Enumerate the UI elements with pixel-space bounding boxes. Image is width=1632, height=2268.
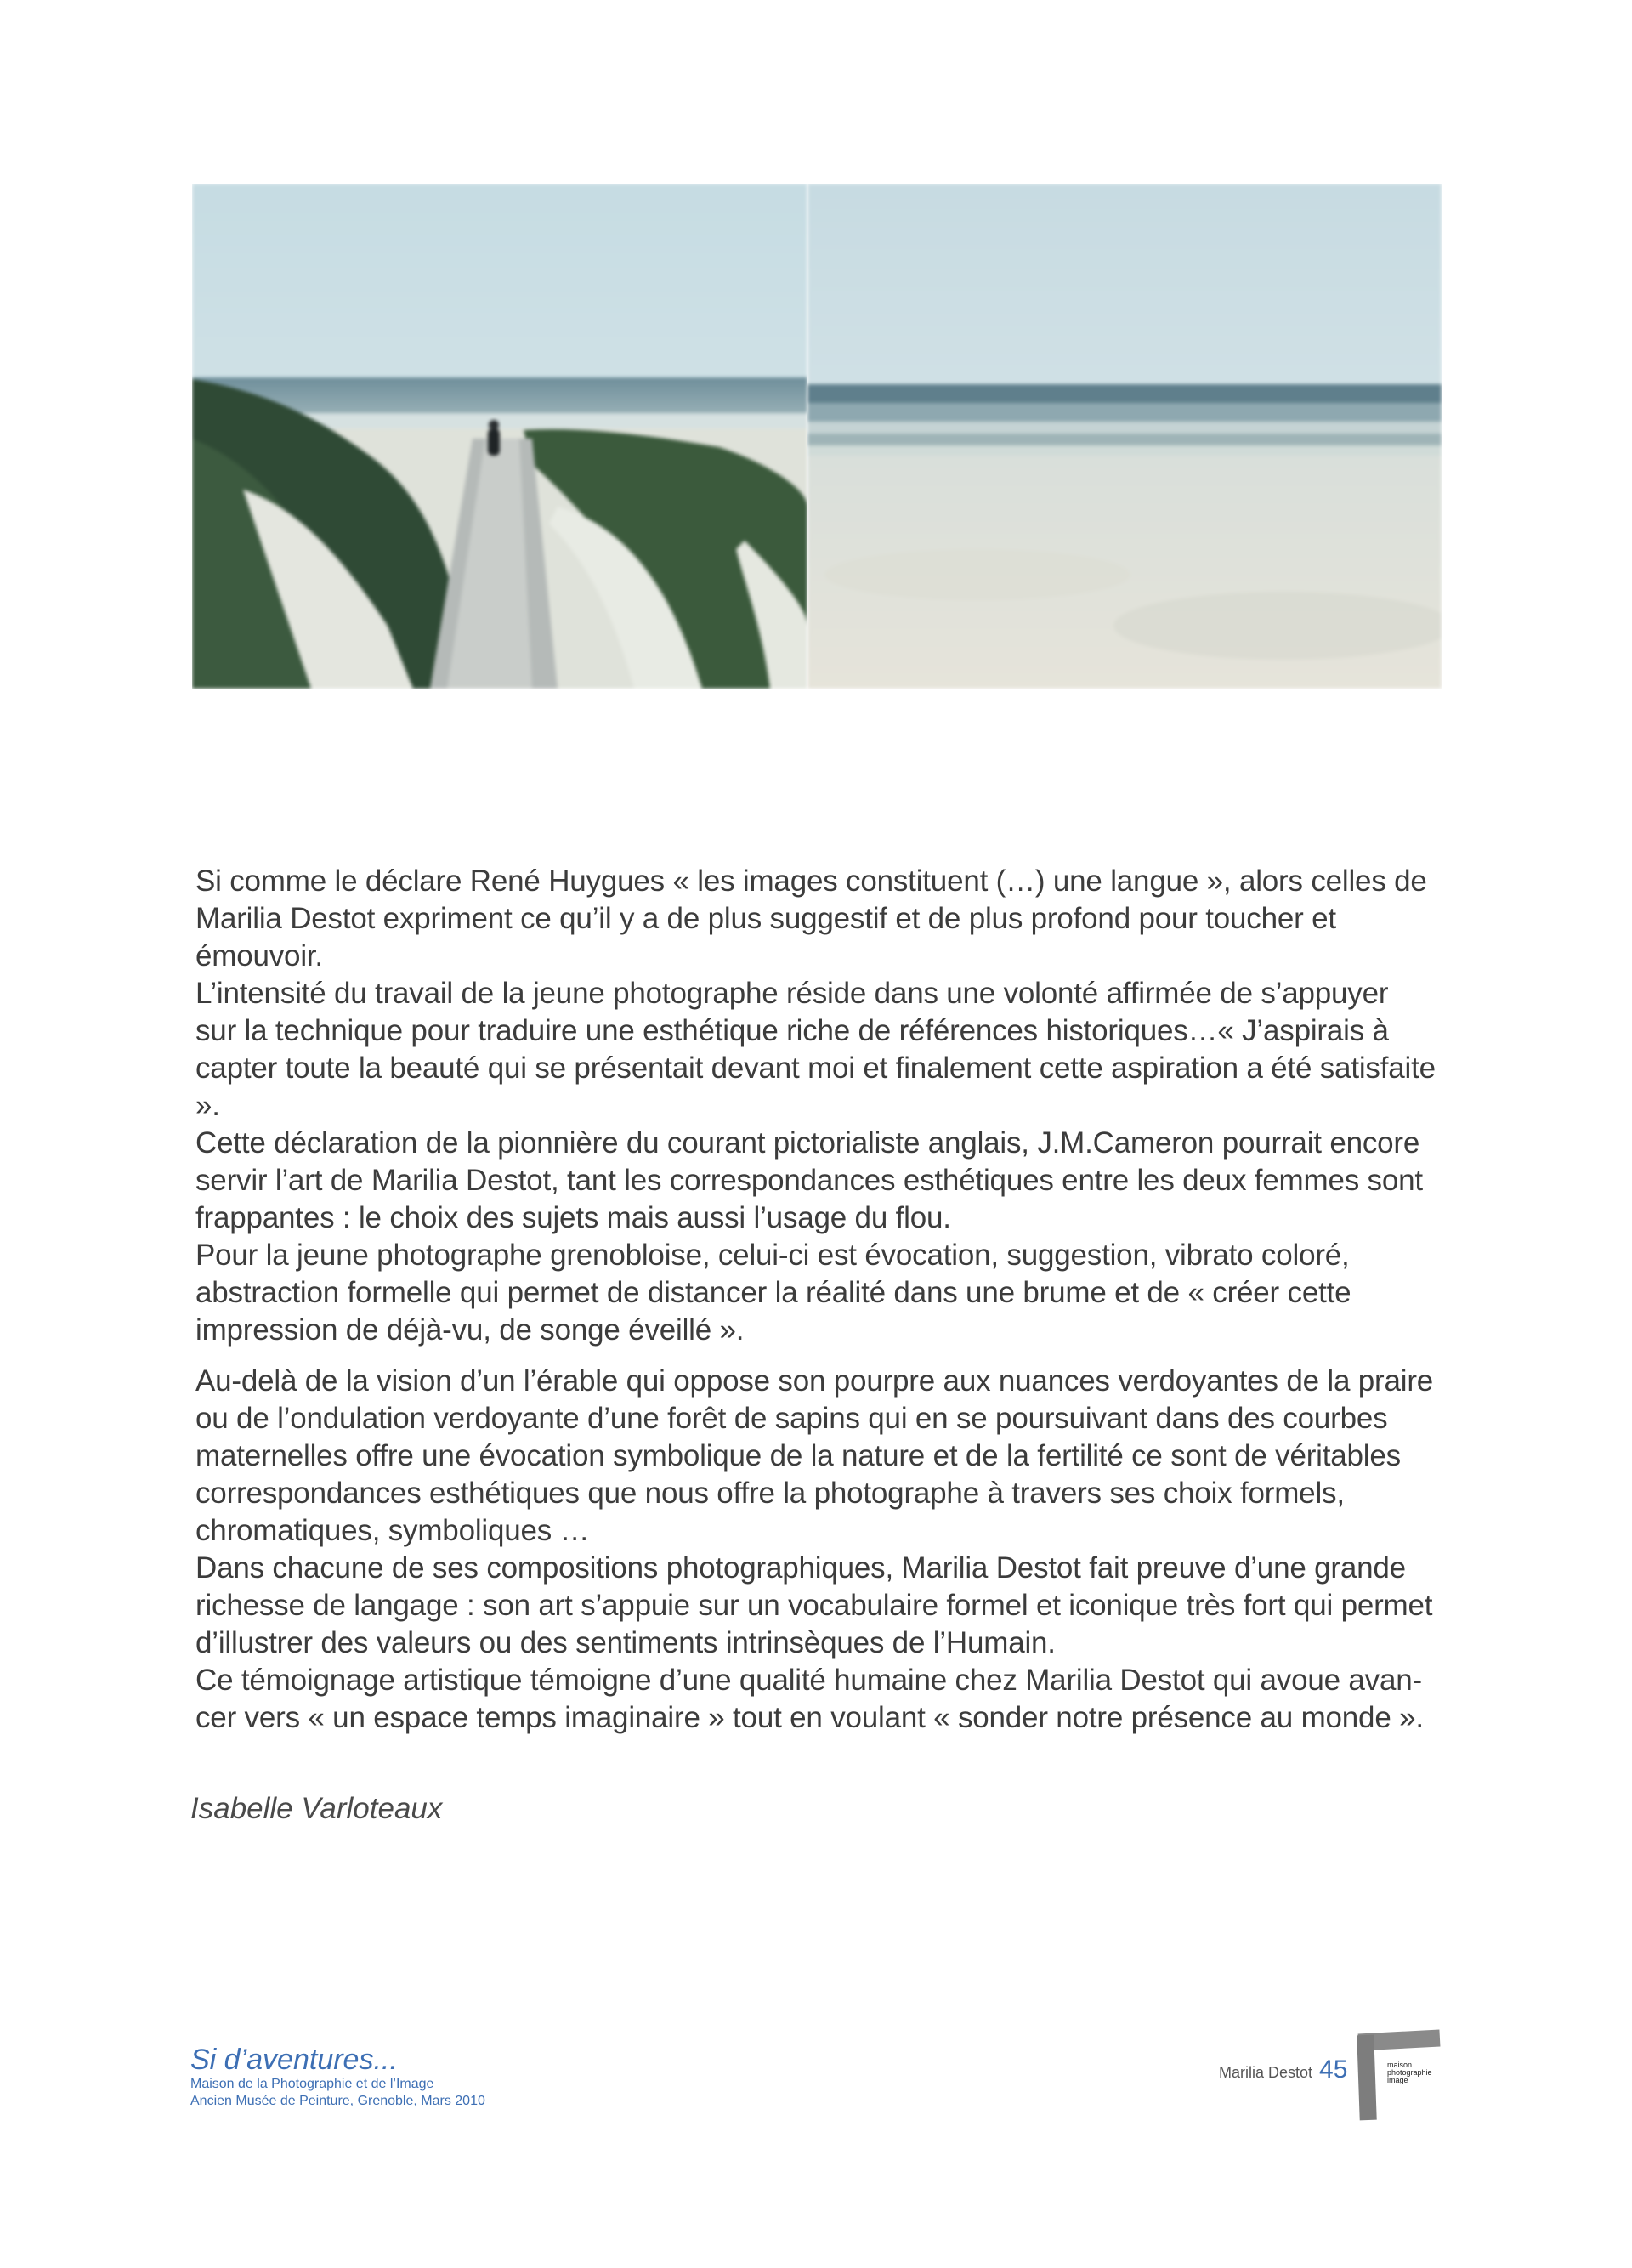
exhibition-title: Si d’aventures... xyxy=(190,2044,398,2076)
text-line: cer vers « un espace temps imaginaire » tout en voulant « sonder notre présence au monde ». xyxy=(196,1701,1424,1734)
logo-line: maison xyxy=(1387,2061,1413,2069)
text-line: Ce témoignage artistique témoigne d’une qualité humaine chez Marilia Destot qui avoue avan- xyxy=(196,1664,1422,1697)
text-line: abstraction formelle qui permet de distancer la réalité dans une brume et de « créer cette xyxy=(196,1276,1352,1309)
text-line: frappantes : le choix des sujets mais aussi l’usage du flou. xyxy=(196,1201,951,1234)
text-line: ou de l’ondulation verdoyante d’une forêt de sapins qui en se poursuivant dans des courbes xyxy=(196,1402,1388,1435)
logo-text xyxy=(1387,2061,1432,2084)
footer-exhibition-info xyxy=(190,2044,485,2110)
text-line: correspondances esthétiques que nous offre la photographe à travers ses choix formels, xyxy=(196,1477,1345,1510)
text-line: capter toute la beauté qui se présentait devant moi et finalement cette aspiration a été satisfaite ». xyxy=(196,1052,1436,1122)
photo-beach-path xyxy=(192,184,808,689)
text-line: L’intensité du travail de la jeune photographe réside dans une volonté affirmée de s’appuyer xyxy=(196,977,1389,1010)
text-line: Dans chacune de ses compositions photographiques, Marilia Destot fait preuve d’une grande xyxy=(196,1551,1406,1585)
paragraph-2 xyxy=(196,975,1454,1349)
paragraph-3 xyxy=(196,1363,1454,1737)
page-number: 45 xyxy=(1319,2055,1348,2084)
text-line: d’illustrer des valeurs ou des sentiments intrinsèques de l’Humain. xyxy=(196,1626,1056,1659)
text-line: maternelles offre une évocation symbolique de la nature et de la fertilité ce sont de véritables xyxy=(196,1439,1401,1472)
venue-date-line: Ancien Musée de Peinture, Grenoble, Mars 2010 xyxy=(190,2094,485,2108)
text-line: chromatiques, symboliques … xyxy=(196,1514,590,1547)
text-line: Au-delà de la vision d’un l’érable qui oppose son pourpre aux nuances verdoyantes de la praire xyxy=(196,1364,1434,1398)
text-line: servir l’art de Marilia Destot, tant les correspondances esthétiques entre les deux femmes sont xyxy=(196,1164,1423,1197)
text-line: impression de déjà-vu, de songe éveillé ». xyxy=(196,1313,745,1347)
author-signature: Isabelle Varloteaux xyxy=(190,1792,443,1825)
text-line: Si comme le déclare René Huygues « les images constituent (…) une langue », alors celles de xyxy=(196,865,1427,898)
photo-sea-beach xyxy=(808,184,1442,689)
logo-line: image xyxy=(1387,2076,1408,2084)
text-line: Marilia Destot expriment ce qu’il y a de plus suggestif et de plus profond pour toucher et émouvoir. xyxy=(196,902,1336,972)
text-line: sur la technique pour traduire une esthétique riche de références historiques…« J’aspirais à xyxy=(196,1014,1389,1047)
artist-name: Marilia Destot xyxy=(1219,2064,1313,2081)
text-line: Pour la jeune photographe grenobloise, celui-ci est évocation, suggestion, vibrato coloré, xyxy=(196,1239,1350,1272)
text-line: richesse de langage : son art s’appuie sur un vocabulaire formel et iconique très fort qui permet xyxy=(196,1589,1433,1622)
photo-diptych xyxy=(192,184,1442,689)
venue-line: Maison de la Photographie et de l’Image xyxy=(190,2077,434,2091)
paragraph-1 xyxy=(196,863,1454,975)
page-footer xyxy=(1219,2055,1347,2084)
text-line: Cette déclaration de la pionnière du courant pictorialiste anglais, J.M.Cameron pourrait encore xyxy=(196,1126,1420,1160)
logo-line: photographie xyxy=(1387,2068,1432,2077)
